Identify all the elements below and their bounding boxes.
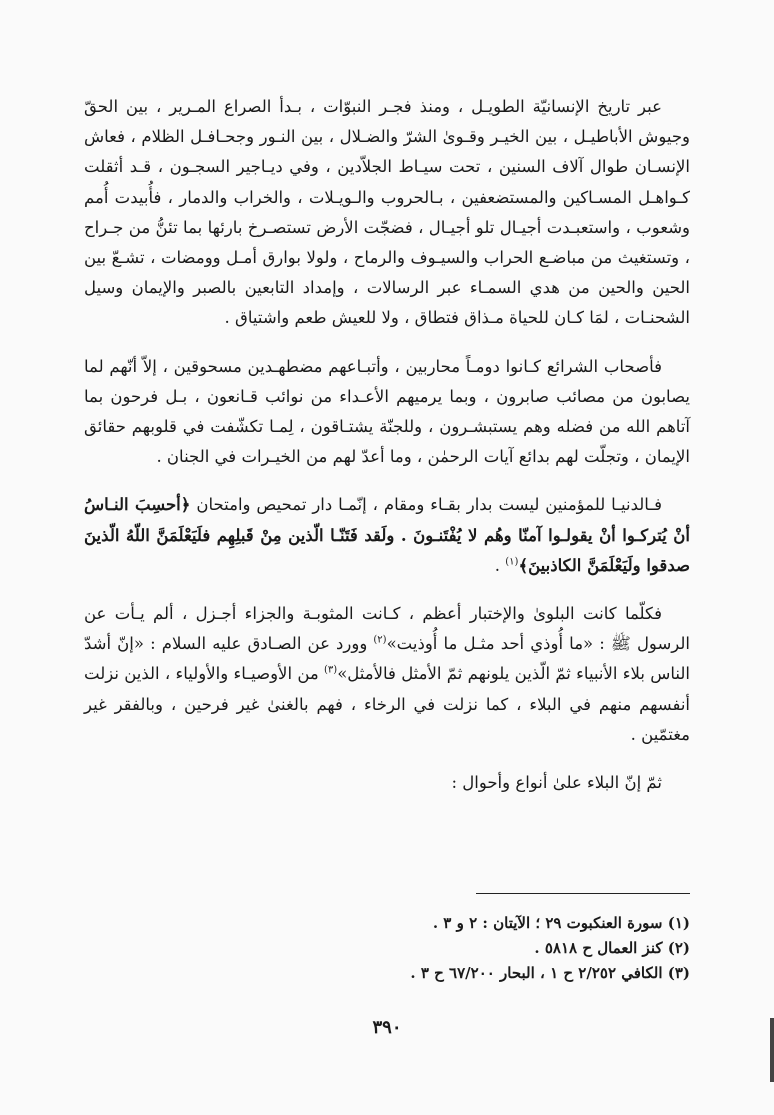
footnote-1: (١) سورة العنكبوت ٢٩ ؛ الآيتان : ٢ و ٣ . — [432, 914, 690, 932]
paragraph-1: عبر تاريخ الإنسانيّة الطويـل ، ومنذ فجـر النبوّات ، بـدأ الصراع المـرير ، بين الحقّ وجيوش الأباطيـل ، بين الخيـر وقـوىٰ الشرّ والضـلال ، بين النـور وجحـافـل الظلام ، فعاش الإنسـان طوال آلاف السنين ، تحت سيـاط الجلاّدين ، وفي ديـاجير السجـون ، قـد أثقلت كـواهـل المسـاكين والمستضعفين ، بـالحروب والـويـلات ، والخراب والدمار ، فأُبيدت أُمم وشعوب ، واستعبـدت أجيـال تلو أجيـال ، فضجّت الأرض تستصـرخ بارئها بما تئنُّ من جـراح ، وتستغيث من مباضـع الحراب والسيـوف والرماح ، ولولا بوارق أمـل وومضات ، تشـعّ بين الحين والحين من هدي السمـاء عبر الرسالات ، وإمداد التابعين بالصبر والإيمان وسيل الشحنـات ، لمَا كـان للحياة مـذاق فتطاق ، ولا للعيش طعم واشتياق . — [84, 97, 690, 328]
paragraph-4-part-1: فكلّما كانت البلوىٰ والإختبار أعظم ، كـانت المثوبـة والجزاء أجـزل ، ألم يـأت عن الرسول ﷺ : «ما أُوذي أحد مثـل ما أُوذيت» — [84, 604, 690, 654]
paragraph-3-tail: . — [494, 555, 506, 575]
footnote-3: (٣) الكافي ٢/٢٥٢ ح ١ ، البحار ٦٧/٢٠٠ ح ٣ . — [410, 964, 690, 982]
footnotes — [84, 911, 690, 986]
paragraph-4 — [84, 599, 690, 750]
paragraph-2: فأصحاب الشرائع كـانوا دومـاً محاربين ، وأتبـاعهم مضطهـدين مسحوقين ، إلاّ أنّهم لما يصابون من مصائب صابرون ، وبما يرميهم الأعـداء من نوائب قـانعون ، بـل فرحون بما آتاهم الله من فضله وهم يستبشـرون ، وللجنّة يشتـاقون ، لِمـا تكشّفت في قلوبهم حقائق الإيمان ، وتجلّت لهم بدائع آيات الرحمٰن ، وما أعدّ لهم من الخيـرات في الجنان . — [84, 356, 690, 467]
paragraph-4-part-3: من الأوصيـاء والأولياء ، الذين نزلت أنفسهم منهم في البلاء ، كما نزلت في الرخاء ، فهم بالغنىٰ غير فرحين ، وبالفقر غير مغتمّين . — [84, 664, 690, 744]
footnote-ref-1[interactable]: (١) — [505, 556, 519, 568]
footnote-2: (٢) كنز العمال ح ٥٨١٨ . — [534, 939, 690, 957]
closing-line: ثمّ إنّ البلاء علىٰ أنواع وأحوال : — [451, 773, 662, 793]
quran-verse: ﴿أحسِبَ النـاسُ أنْ يُتركـوا أنْ يقولـوا آمنّا وهُم لا يُفْتَنـونَ . ولَقد فَتَنّـا الّذين مِنْ قَبلِهِم فلَيَعْلَمَنَّ اللّهُ الّذينَ صدقوا ولَيَعْلَمَنَّ الكاذبينَ﴾ — [84, 495, 690, 575]
main-text — [84, 92, 690, 816]
footnote-separator — [476, 893, 690, 894]
paragraph-3-lead: فـالدنيـا للمؤمنين ليست بدار بقـاء ومقام ، إنّمـا دار تمحيص وامتحان — [196, 495, 663, 515]
page-number: ٣٩٠ — [372, 1017, 402, 1038]
paragraph-3 — [84, 490, 690, 581]
footnote-ref-3[interactable]: (٣) — [324, 664, 338, 676]
scan-edge-mark — [770, 1018, 774, 1082]
footnote-ref-2[interactable]: (٢) — [373, 634, 387, 646]
paragraph-4-part-2: وورد عن الصـادق عليه السلام : «إنّ أشدّ الناس بلاء الأنبياء ثمّ الّذين يلونهم ثمّ الأمثل فالأمثل» — [84, 634, 690, 684]
